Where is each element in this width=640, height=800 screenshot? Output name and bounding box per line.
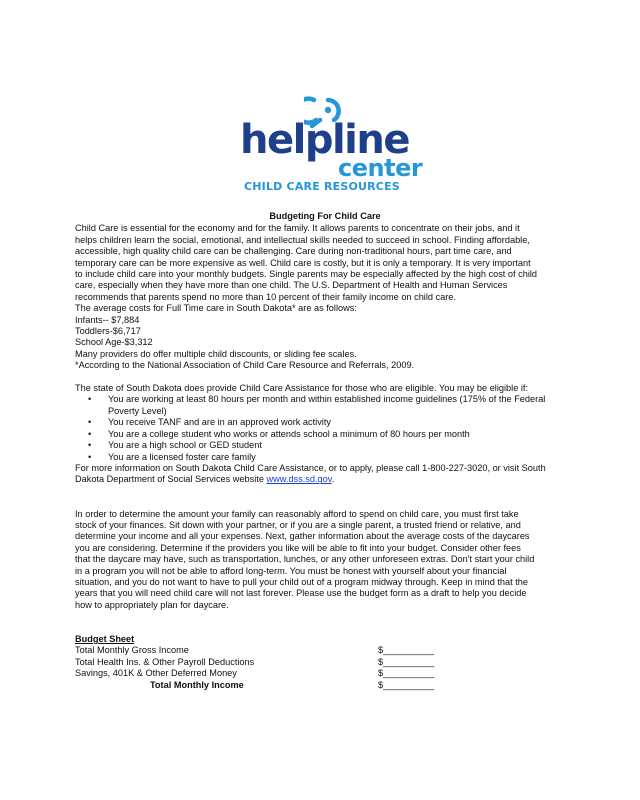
- helpline-center-logo: [240, 96, 480, 196]
- list-item: [75, 452, 575, 463]
- text-line: that the daycare may have, such as transportation, lunches, or any other unforeseen extras. Don't start your child: [75, 554, 535, 565]
- list-item-text: You are working at least 80 hours per month and within established income guidelines (175% of the Federal Poverty Level): [108, 394, 546, 416]
- budget-paragraph: [75, 509, 575, 612]
- text-line: accessible, high quality child care can be challenging. Care during non-traditional hours, part time care, and: [75, 246, 512, 257]
- cost-toddlers: Toddlers-$6,717: [75, 326, 141, 337]
- text-line: temporary care can be more expensive as well. Child care is costly, but it is only a temporary. It is very important: [75, 257, 531, 268]
- intro-paragraph: [75, 223, 575, 303]
- budget-sheet: [75, 634, 575, 691]
- dss-website-link[interactable]: www.dss.sd.gov: [266, 474, 332, 485]
- logo-word-helpline: helpline: [240, 117, 409, 163]
- bullet-icon: •: [88, 417, 92, 428]
- source-line: *According to the National Association of Child Care Resource and Referrals, 2009.: [75, 360, 415, 371]
- avg-costs-line: The average costs for Full Time care in South Dakota* are as follows:: [75, 303, 357, 314]
- discount-line: Many providers do offer multiple child discounts, or sliding fee scales.: [75, 348, 357, 359]
- text-line: In order to determine the amount your family can reasonably afford to spend on child care, you must first take: [75, 508, 519, 519]
- bullet-icon: •: [88, 428, 92, 439]
- text-line: in a program you will not be able to afford long-term. You must be honest with yourself about your financial: [75, 565, 507, 576]
- list-item: [75, 440, 575, 451]
- budget-row-label: Total Monthly Gross Income: [75, 645, 189, 656]
- budget-blank[interactable]: $__________: [378, 668, 435, 679]
- bullet-icon: •: [88, 394, 92, 405]
- budget-row: [75, 668, 575, 679]
- list-item-text: You receive TANF and are in an approved work activity: [108, 417, 331, 428]
- text-line: years that you will need child care will not last forever. Please use the budget form as a draft to help you decide: [75, 588, 527, 599]
- text-line: recommends that parents spend no more than 10 percent of their family income on child care.: [75, 291, 456, 302]
- cost-infants: Infants-- $7,884: [75, 314, 140, 325]
- logo-subtitle: CHILD CARE RESOURCES: [244, 180, 400, 193]
- text-line: how to appropriately plan for daycare.: [75, 599, 229, 610]
- text-line: determine your income and all your expenses. Next, gather information about the average costs of the daycares: [75, 531, 530, 542]
- list-item: [75, 417, 575, 428]
- budget-sheet-title: Budget Sheet: [75, 633, 135, 644]
- budget-row-label: Savings, 401K & Other Deferred Money: [75, 668, 237, 679]
- text-line: stock of your finances. Sit down with your partner, or if you are a single parent, a trusted friend or relative, and: [75, 519, 521, 530]
- budget-total-row: [75, 680, 575, 691]
- budget-blank[interactable]: $__________: [378, 645, 435, 656]
- list-item-text: You are a licensed foster care family: [108, 451, 256, 462]
- list-item: [75, 394, 575, 417]
- list-item: [75, 429, 575, 440]
- more-info-prefix: Dakota Department of Social Services website: [75, 474, 267, 485]
- more-info-suffix: .: [331, 474, 335, 485]
- text-line: situation, and you do not want to have to pull your child out of a program midway through. Keep in mind that the: [75, 576, 529, 587]
- more-info-line-1: For more information on South Dakota Child Care Assistance, or to apply, please call 1-800-227-3020, or visit South: [75, 462, 546, 473]
- budget-total-label: Total Monthly Income: [150, 679, 244, 690]
- budget-total-blank[interactable]: $__________: [378, 679, 435, 690]
- text-line: helps children learn the social, emotional, and intellectual skills needed to succeed in school. Finding affordable,: [75, 234, 530, 245]
- budget-row-label: Total Health Ins. & Other Payroll Deductions: [75, 656, 255, 667]
- list-item-text: You are a high school or GED student: [108, 440, 262, 451]
- assistance-line: The state of South Dakota does provide Child Care Assistance for those who are eligible. You may be eligible if:: [75, 383, 529, 394]
- text-line: Child Care is essential for the economy and for the family. It allows parents to concentrate on their jobs, and it: [75, 223, 520, 234]
- budget-row: [75, 645, 575, 656]
- list-item-text: You are a college student who works or attends school a minimum of 80 hours per month: [108, 428, 470, 439]
- bullet-icon: •: [88, 440, 92, 451]
- text-line: care, especially when they have more than one child. The U.S. Department of Health and Human Services: [75, 280, 508, 291]
- budget-blank[interactable]: $__________: [378, 656, 435, 667]
- text-line: you are considering. Determine if the providers you like will be able to fit into your budget. Consider other fees: [75, 542, 521, 553]
- eligibility-list: [75, 394, 575, 462]
- bullet-icon: •: [88, 451, 92, 462]
- logo-word-center: center: [338, 154, 423, 182]
- more-info-line-2: [75, 474, 575, 485]
- document-body: [75, 211, 575, 691]
- document-title: Budgeting For Child Care: [269, 211, 381, 221]
- budget-row: [75, 657, 575, 668]
- cost-school-age: School Age-$3,312: [75, 337, 153, 348]
- text-line: to include child care into your monthly budgets. Single parents may be especially affected by the high cost of child: [75, 269, 538, 280]
